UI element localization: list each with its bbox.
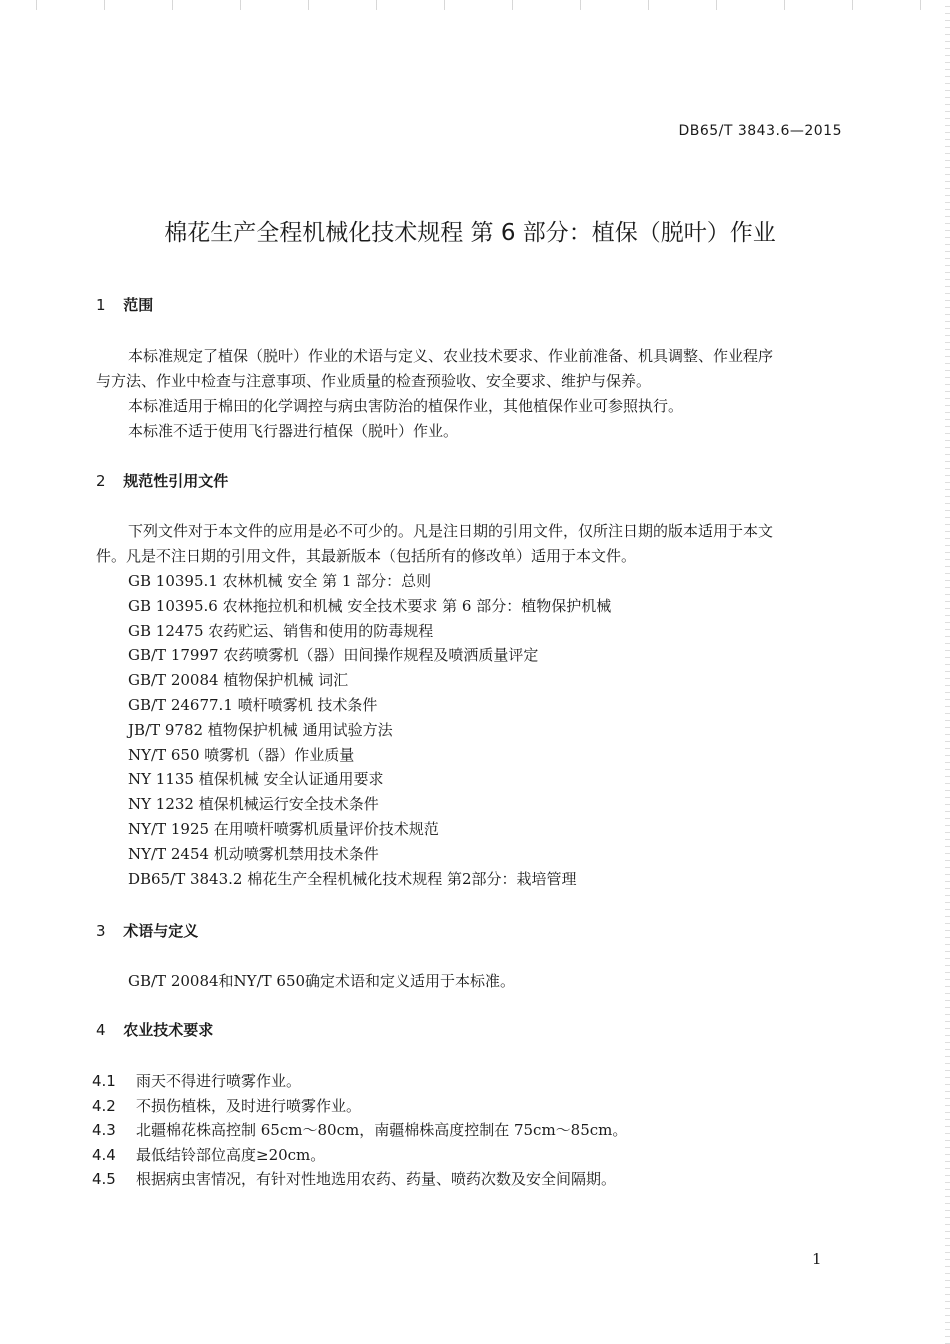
section-4-heading: [96, 1019, 213, 1040]
section-3-heading: [96, 920, 198, 941]
requirement-number: 4.3: [92, 1121, 116, 1139]
section-title: 规范性引用文件: [123, 472, 229, 490]
section-title: 术语与定义: [123, 922, 199, 940]
standard-code: DB65/T 3843.6—2015: [678, 123, 842, 139]
reference-item: NY 1135 植保机械 安全认证通用要求: [128, 770, 384, 789]
terms-line: GB/T 20084和NY/T 650确定术语和定义适用于本标准。: [128, 972, 516, 990]
reference-item: GB 10395.6 农林拖拉机和机械 安全技术要求 第 6 部分：植物保护机械: [128, 596, 612, 615]
requirement-item: [92, 1167, 627, 1192]
reference-item: GB/T 20084 植物保护机械 词汇: [128, 671, 349, 690]
requirement-text: 根据病虫害情况，有针对性地选用农药、药量、喷药次数及安全间隔期。: [136, 1170, 617, 1188]
section-number: 3: [96, 922, 106, 940]
reference-item: GB 12475 农药贮运、销售和使用的防毒规程: [128, 621, 434, 640]
section-number: 1: [96, 296, 106, 314]
requirement-number: 4.2: [92, 1096, 116, 1115]
requirement-text: 北疆棉花株高控制 65cm～80cm，南疆棉株高度控制在 75cm～85cm。: [136, 1121, 628, 1139]
requirement-text: 不损伤植株，及时进行喷雾作业。: [136, 1096, 362, 1115]
scope-paragraph-3: [96, 419, 846, 444]
document-title: 棉花生产全程机械化技术规程 第 6 部分：植保（脱叶）作业: [164, 220, 776, 246]
scope-line: 本标准适用于棉田的化学调控与病虫害防治的植保作业，其他植保作业可参照执行。: [128, 397, 684, 415]
intro-line: 下列文件对于本文件的应用是必不可少的。凡是注日期的引用文件，仅所注日期的版本适用于本文: [128, 522, 774, 540]
reference-item: NY/T 650 喷雾机（器）作业质量: [128, 745, 355, 764]
reference-item: GB/T 24677.1 喷杆喷雾机 技术条件: [128, 695, 378, 714]
section-number: 2: [96, 472, 106, 490]
section-title: 范围: [123, 296, 154, 314]
reference-item: NY/T 2454 机动喷雾机禁用技术条件: [128, 844, 379, 863]
intro-line: 件。凡是不注日期的引用文件，其最新版本（包括所有的修改单）适用于本文件。: [96, 547, 637, 565]
section-2-heading: [96, 470, 228, 491]
requirement-item: [92, 1143, 627, 1168]
scope-line: 本标准规定了植保（脱叶）作业的术语与定义、农业技术要求、作业前准备、机具调整、作业程序: [128, 347, 774, 365]
scan-artifact-right: [945, 0, 950, 1344]
section-1-heading: [96, 294, 153, 315]
scope-line: 本标准不适于使用飞行器进行植保（脱叶）作业。: [128, 422, 459, 440]
requirement-item: [92, 1094, 627, 1119]
section-title: 农业技术要求: [123, 1021, 214, 1039]
reference-item: DB65/T 3843.2 棉花生产全程机械化技术规程 第2部分：栽培管理: [128, 869, 577, 888]
scope-line: 与方法、作业中检查与注意事项、作业质量的检查预验收、安全要求、维护与保养。: [96, 372, 652, 390]
requirement-item: [92, 1069, 627, 1094]
reference-item: GB 10395.1 农林机械 安全 第 1 部分：总则: [128, 572, 432, 590]
scan-artifact-top: [0, 0, 950, 10]
requirement-item: [92, 1118, 627, 1143]
requirement-text: 雨天不得进行喷雾作业。: [136, 1072, 302, 1090]
requirement-number: 4.1: [92, 1072, 116, 1090]
reference-item: JB/T 9782 植物保护机械 通用试验方法: [128, 720, 393, 739]
requirement-number: 4.4: [92, 1145, 116, 1164]
reference-list: [128, 569, 611, 891]
reference-item: GB/T 17997 农药喷雾机（器）田间操作规程及喷洒质量评定: [128, 646, 539, 665]
requirement-number: 4.5: [92, 1170, 116, 1188]
reference-item: NY/T 1925 在用喷杆喷雾机质量评价技术规范: [128, 819, 439, 838]
scope-paragraph-1: [96, 344, 846, 394]
references-intro: [96, 519, 846, 569]
section-number: 4: [96, 1021, 106, 1039]
terms-text: [128, 969, 515, 994]
scope-paragraph-2: [96, 394, 846, 419]
page-number: 1: [812, 1250, 822, 1268]
requirement-text: 最低结铃部位高度≥20cm。: [136, 1145, 326, 1164]
requirement-list: [92, 1069, 627, 1192]
reference-item: NY 1232 植保机械运行安全技术条件: [128, 795, 379, 814]
